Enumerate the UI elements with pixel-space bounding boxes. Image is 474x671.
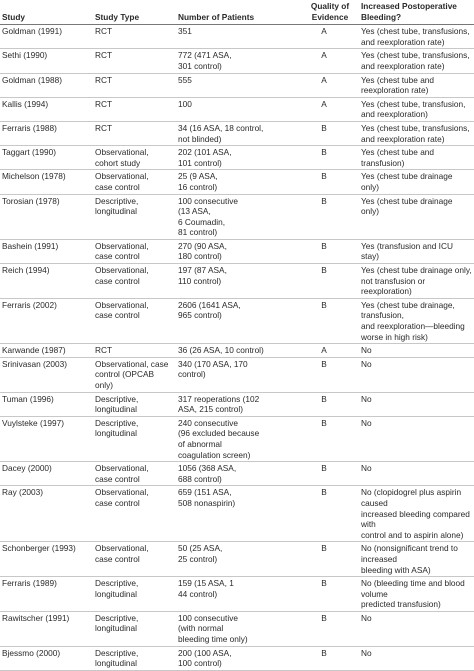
table-row <box>0 392 474 416</box>
cell-study-type: Observational, case control (OPCAB only) <box>93 357 176 392</box>
table-row <box>0 121 474 145</box>
cell-number-of-patients: 197 (87 ASA, 110 control) <box>176 264 301 299</box>
cell-study-type: Observational, case control <box>93 264 176 299</box>
cell-quality-of-evidence: B <box>301 646 359 670</box>
cell-study: Ferraris (1989) <box>0 577 93 612</box>
cell-study-type: RCT <box>93 344 176 358</box>
cell-study-type: RCT <box>93 121 176 145</box>
cell-number-of-patients: 100 consecutive (13 ASA, 6 Coumadin, 81 control) <box>176 194 301 239</box>
cell-increased-bleeding: Yes (chest tube, transfusion, and reexploration) <box>359 97 474 121</box>
cell-increased-bleeding: No (bleeding time and blood volume predicted transfusion) <box>359 577 474 612</box>
cell-number-of-patients: 25 (9 ASA, 16 control) <box>176 170 301 194</box>
cell-study: Bashein (1991) <box>0 239 93 263</box>
cell-study-type: RCT <box>93 49 176 73</box>
cell-quality-of-evidence: A <box>301 73 359 97</box>
cell-increased-bleeding: Yes (chest tube and transfusion) <box>359 146 474 170</box>
table-row <box>0 416 474 461</box>
cell-number-of-patients: 555 <box>176 73 301 97</box>
header-number-of-patients: Number of Patients <box>176 0 301 25</box>
cell-number-of-patients: 200 (100 ASA, 100 control) <box>176 646 301 670</box>
cell-study: Ray (2003) <box>0 486 93 542</box>
cell-quality-of-evidence: A <box>301 49 359 73</box>
cell-number-of-patients: 159 (15 ASA, 1 44 control) <box>176 577 301 612</box>
cell-quality-of-evidence: B <box>301 170 359 194</box>
cell-increased-bleeding: No <box>359 462 474 486</box>
cell-number-of-patients: 240 consecutive (96 excluded because of abnormal coagulation screen) <box>176 416 301 461</box>
cell-number-of-patients: 351 <box>176 25 301 49</box>
cell-quality-of-evidence: A <box>301 25 359 49</box>
table-row <box>0 486 474 542</box>
cell-study-type: Observational, case control <box>93 239 176 263</box>
cell-number-of-patients: 772 (471 ASA, 301 control) <box>176 49 301 73</box>
cell-number-of-patients: 50 (25 ASA, 25 control) <box>176 542 301 577</box>
cell-quality-of-evidence: B <box>301 239 359 263</box>
table-row <box>0 542 474 577</box>
cell-increased-bleeding: Yes (chest tube drainage only) <box>359 170 474 194</box>
cell-study: Karwande (1987) <box>0 344 93 358</box>
table-row <box>0 357 474 392</box>
cell-study: Torosian (1978) <box>0 194 93 239</box>
table-row <box>0 646 474 670</box>
cell-increased-bleeding: Yes (chest tube drainage only) <box>359 194 474 239</box>
table-body <box>0 25 474 671</box>
cell-study-type: Observational, case control <box>93 298 176 343</box>
cell-quality-of-evidence: B <box>301 486 359 542</box>
cell-study: Rawitscher (1991) <box>0 611 93 646</box>
cell-increased-bleeding: Yes (chest tube, transfusions, and reexploration rate) <box>359 49 474 73</box>
cell-increased-bleeding: Yes (chest tube, transfusions, and reexploration rate) <box>359 25 474 49</box>
cell-number-of-patients: 34 (16 ASA, 18 control, not blinded) <box>176 121 301 145</box>
cell-increased-bleeding: No (nonsignificant trend to increased bleeding with ASA) <box>359 542 474 577</box>
table-header <box>0 0 474 25</box>
cell-quality-of-evidence: A <box>301 344 359 358</box>
cell-quality-of-evidence: A <box>301 97 359 121</box>
cell-number-of-patients: 1056 (368 ASA, 688 control) <box>176 462 301 486</box>
cell-increased-bleeding: No <box>359 357 474 392</box>
cell-study: Sethi (1990) <box>0 49 93 73</box>
cell-number-of-patients: 100 consecutive (with normal bleeding time only) <box>176 611 301 646</box>
cell-study-type: Observational, cohort study <box>93 146 176 170</box>
cell-study-type: Descriptive, longitudinal <box>93 416 176 461</box>
cell-study-type: Observational, case control <box>93 462 176 486</box>
cell-study-type: Descriptive, longitudinal <box>93 646 176 670</box>
cell-study: Srinivasan (2003) <box>0 357 93 392</box>
cell-study-type: Descriptive, longitudinal <box>93 577 176 612</box>
cell-study: Vuylsteke (1997) <box>0 416 93 461</box>
cell-study-type: Observational, case control <box>93 542 176 577</box>
cell-quality-of-evidence: B <box>301 462 359 486</box>
cell-increased-bleeding: No <box>359 646 474 670</box>
cell-quality-of-evidence: B <box>301 298 359 343</box>
cell-number-of-patients: 270 (90 ASA, 180 control) <box>176 239 301 263</box>
cell-study-type: RCT <box>93 97 176 121</box>
cell-study: Goldman (1988) <box>0 73 93 97</box>
header-quality-of-evidence: Quality of Evidence <box>301 0 359 25</box>
cell-quality-of-evidence: B <box>301 194 359 239</box>
table-row <box>0 194 474 239</box>
cell-study-type: RCT <box>93 25 176 49</box>
cell-study: Goldman (1991) <box>0 25 93 49</box>
table-row <box>0 49 474 73</box>
cell-quality-of-evidence: B <box>301 121 359 145</box>
cell-study-type: Observational, case control <box>93 486 176 542</box>
cell-increased-bleeding: Yes (transfusion and ICU stay) <box>359 239 474 263</box>
cell-study: Tuman (1996) <box>0 392 93 416</box>
table-row <box>0 611 474 646</box>
cell-study: Bjessmo (2000) <box>0 646 93 670</box>
table-row <box>0 344 474 358</box>
cell-study-type: RCT <box>93 73 176 97</box>
cell-study-type: Descriptive, longitudinal <box>93 392 176 416</box>
table-row <box>0 146 474 170</box>
cell-number-of-patients: 659 (151 ASA, 508 nonaspirin) <box>176 486 301 542</box>
table-row <box>0 577 474 612</box>
table-row <box>0 239 474 263</box>
cell-study: Ferraris (1988) <box>0 121 93 145</box>
header-study-type: Study Type <box>93 0 176 25</box>
cell-study: Michelson (1978) <box>0 170 93 194</box>
cell-quality-of-evidence: B <box>301 416 359 461</box>
header-study: Study <box>0 0 93 25</box>
cell-quality-of-evidence: B <box>301 577 359 612</box>
table-row <box>0 73 474 97</box>
cell-number-of-patients: 202 (101 ASA, 101 control) <box>176 146 301 170</box>
cell-quality-of-evidence: B <box>301 611 359 646</box>
cell-study: Dacey (2000) <box>0 462 93 486</box>
cell-study: Kallis (1994) <box>0 97 93 121</box>
table-row <box>0 170 474 194</box>
table-row <box>0 264 474 299</box>
cell-increased-bleeding: Yes (chest tube, transfusions, and reexploration rate) <box>359 121 474 145</box>
cell-study: Reich (1994) <box>0 264 93 299</box>
cell-number-of-patients: 2606 (1641 ASA, 965 control) <box>176 298 301 343</box>
cell-study: Schonberger (1993) <box>0 542 93 577</box>
cell-quality-of-evidence: B <box>301 264 359 299</box>
cell-quality-of-evidence: B <box>301 392 359 416</box>
cell-increased-bleeding: No (clopidogrel plus aspirin caused increased bleeding compared with control and to aspirin alone) <box>359 486 474 542</box>
table-row <box>0 462 474 486</box>
cell-increased-bleeding: No <box>359 344 474 358</box>
cell-study-type: Descriptive, longitudinal <box>93 194 176 239</box>
header-row <box>0 0 474 25</box>
cell-number-of-patients: 340 (170 ASA, 170 control) <box>176 357 301 392</box>
cell-study: Taggart (1990) <box>0 146 93 170</box>
cell-study-type: Descriptive, longitudinal <box>93 611 176 646</box>
cell-quality-of-evidence: B <box>301 146 359 170</box>
cell-increased-bleeding: No <box>359 416 474 461</box>
cell-quality-of-evidence: B <box>301 357 359 392</box>
header-increased-bleeding: Increased Postoperative Bleeding? <box>359 0 474 25</box>
table-row <box>0 25 474 49</box>
cell-number-of-patients: 317 reoperations (102 ASA, 215 control) <box>176 392 301 416</box>
cell-increased-bleeding: No <box>359 611 474 646</box>
table-row <box>0 298 474 343</box>
cell-number-of-patients: 36 (26 ASA, 10 control) <box>176 344 301 358</box>
cell-increased-bleeding: Yes (chest tube and reexploration rate) <box>359 73 474 97</box>
cell-increased-bleeding: Yes (chest tube drainage only, not transfusion or reexploration) <box>359 264 474 299</box>
cell-number-of-patients: 100 <box>176 97 301 121</box>
cell-study: Ferraris (2002) <box>0 298 93 343</box>
table-row <box>0 97 474 121</box>
cell-increased-bleeding: Yes (chest tube drainage, transfusion, and reexploration—bleeding worse in high risk) <box>359 298 474 343</box>
cell-quality-of-evidence: B <box>301 542 359 577</box>
cell-study-type: Observational, case control <box>93 170 176 194</box>
cell-increased-bleeding: No <box>359 392 474 416</box>
